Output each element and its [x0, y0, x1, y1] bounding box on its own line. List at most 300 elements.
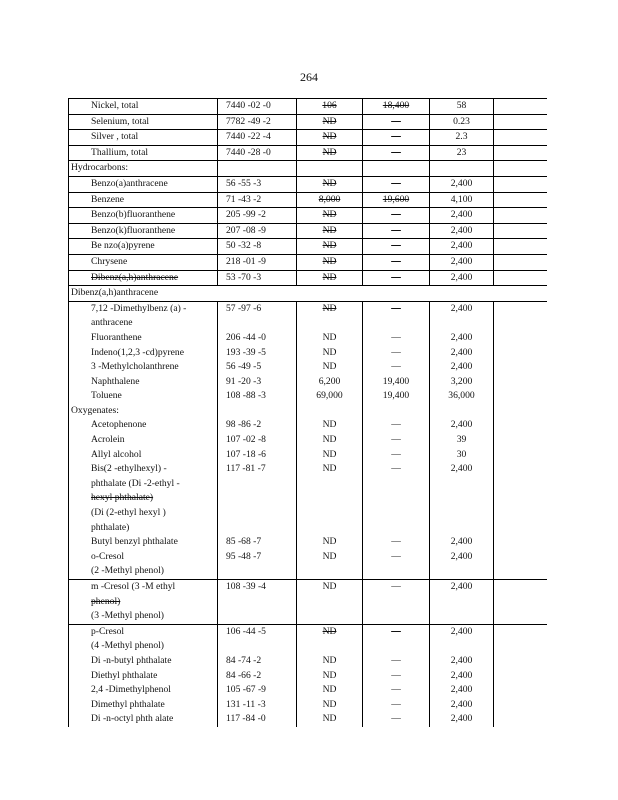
empty-cell: [494, 683, 547, 698]
section-heading: Hydrocarbons:: [69, 161, 218, 177]
value-col-3-text: ND: [322, 177, 337, 189]
empty-cell: [430, 404, 494, 419]
value-col-5: 2,400: [430, 208, 494, 224]
value-col-4-text: 19,400: [382, 375, 410, 387]
empty-cell: [494, 624, 547, 654]
empty-cell: [494, 448, 547, 463]
value-col-3-text: ND: [322, 115, 337, 127]
compound-name-line: p-Cresol: [91, 625, 125, 637]
value-col-5: 2,400: [430, 624, 494, 654]
value-col-4-text: —: [391, 271, 401, 283]
empty-cell: [494, 654, 547, 669]
empty-cell: [494, 223, 547, 239]
compound-name: [69, 99, 218, 115]
empty-cell: [494, 346, 547, 361]
compound-name-text: Selenium, total: [91, 115, 150, 127]
value-col-4: [363, 389, 430, 404]
table-row: [69, 433, 547, 448]
compound-name-text: Thallium, total: [91, 146, 149, 158]
empty-cell: [494, 418, 547, 433]
value-col-5: 2,400: [430, 254, 494, 270]
compound-name: [69, 433, 218, 448]
value-col-5: 2,400: [430, 360, 494, 375]
value-col-5: 58: [430, 99, 494, 115]
value-col-3-text: ND: [322, 209, 337, 221]
compound-name: [69, 270, 218, 286]
compound-name: [69, 448, 218, 463]
compound-name-line: m -Cresol (3 -M ethyl: [91, 581, 176, 592]
table-row: [69, 130, 547, 146]
compound-name: [69, 208, 218, 224]
empty-cell: [494, 208, 547, 224]
table-row: [69, 176, 547, 192]
value-col-5: 2,400: [430, 654, 494, 669]
value-col-3: [297, 418, 363, 433]
value-col-3: [297, 176, 363, 192]
empty-cell: [494, 433, 547, 448]
value-col-4: [363, 375, 430, 390]
compound-name: [69, 130, 218, 146]
value-col-3: [297, 375, 363, 390]
value-col-4-text: —: [391, 255, 401, 267]
value-col-4: [363, 270, 430, 286]
value-col-5: 4,100: [430, 192, 494, 208]
compound-name: [69, 114, 218, 130]
value-col-5: 2,400: [430, 239, 494, 255]
value-col-4: [363, 683, 430, 698]
cas-number: 50 -32 -8: [218, 239, 297, 255]
value-col-3: [297, 360, 363, 375]
value-col-5: 2,400: [430, 698, 494, 713]
compound-name-text: Benzo(a)anthracene: [91, 177, 168, 189]
value-col-3-text: ND: [322, 654, 337, 666]
table-row: [69, 375, 547, 390]
cas-number: 56 -49 -5: [218, 360, 297, 375]
value-col-3-text: 6,200: [318, 375, 341, 387]
compound-name-text: Benzene: [91, 193, 125, 205]
compound-name-text: Benzo(b)fluoranthene: [91, 209, 176, 221]
table-row: [69, 535, 547, 550]
value-col-4: [363, 208, 430, 224]
empty-cell: [297, 404, 363, 419]
value-col-3-text: ND: [322, 224, 337, 236]
compound-name-text: Chrysene: [91, 255, 128, 267]
empty-cell: [363, 404, 430, 419]
table-row: [69, 145, 547, 161]
compound-name-text: Acrolein: [91, 434, 125, 446]
cas-number: 205 -99 -2: [218, 208, 297, 224]
value-col-5: 2,400: [430, 223, 494, 239]
value-col-5: 2,400: [430, 346, 494, 361]
compound-name-line: Bis(2 -ethylhexyl) -: [91, 463, 167, 475]
compound-name-text: Diethyl phthalate: [91, 669, 158, 681]
compound-name: [69, 580, 218, 625]
table-row: [69, 331, 547, 346]
cas-number: 193 -39 -5: [218, 346, 297, 361]
compound-name-text: Allyl alcohol: [91, 448, 142, 460]
empty-cell: [494, 389, 547, 404]
value-col-4-text: —: [391, 698, 401, 710]
compound-name: [69, 145, 218, 161]
empty-cell: [494, 130, 547, 146]
value-col-3-text: ND: [322, 419, 337, 431]
value-col-3-text: ND: [322, 255, 337, 267]
table-row: [69, 462, 547, 535]
compound-name: [69, 254, 218, 270]
value-col-3-text: 106: [322, 100, 337, 111]
empty-cell: [494, 462, 547, 535]
value-col-4-text: —: [391, 302, 401, 314]
value-col-3: [297, 624, 363, 654]
value-col-5: 2,400: [430, 580, 494, 625]
value-col-4-text: 18,400: [382, 100, 410, 111]
table-row: [69, 301, 547, 331]
table-row: [69, 114, 547, 130]
value-col-4-text: —: [391, 713, 401, 725]
value-col-3-text: ND: [322, 581, 337, 592]
value-col-4-text: —: [391, 331, 401, 343]
compound-name: [69, 301, 218, 331]
empty-cell: [494, 239, 547, 255]
cas-number: 107 -02 -8: [218, 433, 297, 448]
value-col-4-text: —: [391, 654, 401, 666]
table-row: [69, 550, 547, 580]
value-col-4: [363, 712, 430, 727]
table-row: [69, 418, 547, 433]
empty-cell: [494, 176, 547, 192]
compound-name: [69, 223, 218, 239]
value-col-3: [297, 114, 363, 130]
value-col-4-text: —: [391, 115, 401, 127]
value-col-4: [363, 433, 430, 448]
compound-name: [69, 375, 218, 390]
empty-cell: [494, 301, 547, 331]
value-col-5: 2,400: [430, 550, 494, 580]
value-col-3: [297, 346, 363, 361]
compound-name-text: 2,4 -Dimethylphenol: [91, 684, 171, 696]
value-col-4-text: —: [391, 463, 401, 475]
compound-name: [69, 239, 218, 255]
value-col-4: [363, 239, 430, 255]
value-col-4: [363, 130, 430, 146]
value-col-3: [297, 270, 363, 286]
value-col-3-text: ND: [322, 698, 337, 710]
compound-name-text: Naphthalene: [91, 375, 140, 387]
compound-name: [69, 712, 218, 727]
value-col-5: 2,400: [430, 418, 494, 433]
value-col-5: 2,400: [430, 712, 494, 727]
value-col-3: [297, 448, 363, 463]
table-row: [69, 580, 547, 625]
compound-name: [69, 535, 218, 550]
table-row: [69, 346, 547, 361]
cas-number: 91 -20 -3: [218, 375, 297, 390]
value-col-3: [297, 550, 363, 580]
value-col-4-text: —: [391, 419, 401, 431]
empty-cell: [494, 535, 547, 550]
value-col-3-text: ND: [322, 625, 337, 637]
value-col-4-text: —: [391, 550, 401, 562]
table-row: [69, 239, 547, 255]
value-col-4-text: —: [391, 361, 401, 373]
empty-cell: [494, 192, 547, 208]
value-col-3: [297, 669, 363, 684]
compound-name-line: (2 -Methyl phenol): [91, 565, 165, 577]
value-col-3-text: 8,000: [318, 193, 341, 205]
empty-cell: [494, 712, 547, 727]
value-col-3-text: ND: [322, 713, 337, 725]
cas-number: 218 -01 -9: [218, 254, 297, 270]
compound-name: [69, 550, 218, 580]
value-col-5: 0.23: [430, 114, 494, 130]
value-col-5: 2,400: [430, 176, 494, 192]
compound-name-line: anthracene: [91, 317, 133, 329]
section-heading: Oxygenates:: [69, 404, 218, 419]
cas-number: 105 -67 -9: [218, 683, 297, 698]
value-col-3-text: ND: [322, 240, 337, 252]
cas-number: 206 -44 -0: [218, 331, 297, 346]
value-col-4-text: —: [391, 177, 401, 189]
table-row: [69, 360, 547, 375]
value-col-3-text: ND: [322, 131, 337, 143]
value-col-4-text: —: [391, 209, 401, 221]
value-col-3-text: ND: [322, 669, 337, 681]
value-col-5: 39: [430, 433, 494, 448]
section-row: [69, 161, 547, 177]
value-col-4: [363, 418, 430, 433]
struck-name-line: phenol): [91, 595, 121, 607]
compound-name-text: 3 -Methylcholanthrene: [91, 361, 179, 373]
table-row: [69, 712, 547, 727]
cas-number: 7782 -49 -2: [218, 114, 297, 130]
compound-name: [69, 418, 218, 433]
value-col-3: [297, 698, 363, 713]
table-row: [69, 270, 547, 286]
table-row-continuation: [69, 286, 547, 302]
value-col-3-text: ND: [322, 331, 337, 343]
value-col-3-text: ND: [322, 346, 337, 358]
compound-name-line: (Di (2-ethyl hexyl ): [91, 507, 166, 519]
compound-name-line: o-Cresol: [91, 550, 125, 562]
value-col-5: 2,400: [430, 331, 494, 346]
value-col-4: [363, 301, 430, 331]
empty-cell: [494, 254, 547, 270]
value-col-4-text: —: [391, 669, 401, 681]
compound-name-text: Acetophenone: [91, 419, 147, 431]
empty-cell: [494, 114, 547, 130]
compound-name-line: Dibenz(a,h)anthracene: [91, 271, 179, 283]
value-col-4: [363, 99, 430, 115]
compound-name: [69, 698, 218, 713]
value-col-3: [297, 254, 363, 270]
value-col-5: 3,200: [430, 375, 494, 390]
value-col-3: [297, 654, 363, 669]
value-col-4: [363, 331, 430, 346]
value-col-4-text: —: [391, 240, 401, 252]
value-col-4-text: 19,400: [382, 390, 410, 402]
compound-name: [69, 176, 218, 192]
value-col-3: [297, 433, 363, 448]
value-col-4-text: —: [391, 346, 401, 358]
cas-number: 84 -74 -2: [218, 654, 297, 669]
value-col-4: [363, 223, 430, 239]
value-col-3-text: ND: [322, 146, 337, 158]
compound-name-continuation: Dibenz(a,h)anthracene: [69, 286, 547, 302]
table-row: [69, 192, 547, 208]
cas-number: 85 -68 -7: [218, 535, 297, 550]
value-col-4-text: —: [391, 448, 401, 460]
cas-number: 57 -97 -6: [218, 301, 297, 331]
compound-name-line: phthalate): [91, 521, 130, 533]
table-row: [69, 448, 547, 463]
value-col-3-text: ND: [322, 361, 337, 373]
compound-name-text: Di -n-butyl phthalate: [91, 654, 172, 666]
value-col-3: [297, 192, 363, 208]
value-col-4-text: 19,600: [382, 193, 410, 205]
compound-name: [69, 462, 218, 535]
cas-number: 95 -48 -7: [218, 550, 297, 580]
value-col-3: [297, 301, 363, 331]
compound-name-text: Be nzo(a)pyrene: [91, 240, 155, 252]
value-col-5: 2,400: [430, 301, 494, 331]
table-row: [69, 669, 547, 684]
compound-name-text: Fluoranthene: [91, 331, 142, 343]
cas-number: 131 -11 -3: [218, 698, 297, 713]
value-col-4: [363, 654, 430, 669]
value-col-4-text: —: [391, 684, 401, 696]
compound-name-text: Butyl benzyl phthalate: [91, 536, 178, 548]
value-col-3: [297, 712, 363, 727]
value-col-3: [297, 130, 363, 146]
value-col-4-text: —: [391, 131, 401, 143]
compound-name-text: Indeno(1,2,3 -cd)pyrene: [91, 346, 184, 358]
value-col-3: [297, 208, 363, 224]
value-col-5: 2,400: [430, 669, 494, 684]
compound-name: [69, 683, 218, 698]
cas-number: 106 -44 -5: [218, 624, 297, 654]
value-col-3: [297, 239, 363, 255]
cas-number: 7440 -28 -0: [218, 145, 297, 161]
empty-cell: [494, 161, 547, 177]
value-col-3-text: ND: [322, 550, 337, 562]
cas-number: 98 -86 -2: [218, 418, 297, 433]
value-col-4-text: —: [391, 536, 401, 548]
value-col-3: [297, 462, 363, 535]
empty-cell: [218, 161, 297, 177]
value-col-5: 23: [430, 145, 494, 161]
cas-number: 108 -88 -3: [218, 389, 297, 404]
value-col-4: [363, 669, 430, 684]
value-col-3: [297, 535, 363, 550]
value-col-4-text: —: [391, 224, 401, 236]
value-col-3: [297, 683, 363, 698]
value-col-4: [363, 550, 430, 580]
empty-cell: [430, 161, 494, 177]
value-col-5: 2,400: [430, 462, 494, 535]
value-col-3-text: ND: [322, 302, 337, 314]
value-col-4-text: —: [391, 581, 401, 592]
empty-cell: [494, 360, 547, 375]
empty-cell: [494, 580, 547, 625]
cas-number: 108 -39 -4: [218, 580, 297, 625]
page-number: 264: [300, 70, 318, 84]
value-col-4: [363, 145, 430, 161]
compound-name: [69, 669, 218, 684]
compound-name-line: phthalate (Di -2-ethyl -: [91, 477, 180, 489]
compound-name-line: (4 -Methyl phenol): [91, 640, 165, 652]
value-col-3-text: ND: [322, 463, 337, 475]
compound-name: [69, 624, 218, 654]
compound-name: [69, 360, 218, 375]
empty-cell: [494, 99, 547, 115]
value-col-3-text: ND: [322, 448, 337, 460]
compound-name: [69, 389, 218, 404]
empty-cell: [218, 404, 297, 419]
cas-number: 207 -08 -9: [218, 223, 297, 239]
value-col-4-text: —: [391, 146, 401, 158]
struck-name-line: hexyl phthalate): [91, 492, 154, 504]
value-col-3-text: ND: [322, 434, 337, 446]
cas-number: 53 -70 -3: [218, 270, 297, 286]
section-row: [69, 404, 547, 419]
compound-name-text: Benzo(k)fluoranthene: [91, 224, 176, 236]
empty-cell: [494, 270, 547, 286]
table-row: [69, 208, 547, 224]
table-row: [69, 389, 547, 404]
value-col-5: 30: [430, 448, 494, 463]
empty-cell: [494, 550, 547, 580]
value-col-5: 2.3: [430, 130, 494, 146]
value-col-4-text: —: [391, 625, 401, 637]
empty-cell: [494, 669, 547, 684]
value-col-3: [297, 223, 363, 239]
value-col-3-text: ND: [322, 536, 337, 548]
value-col-3: [297, 331, 363, 346]
compound-name-text: Dimethyl phthalate: [91, 698, 165, 710]
compound-name: [69, 192, 218, 208]
table-row: [69, 683, 547, 698]
value-col-3: [297, 389, 363, 404]
compound-name: [69, 654, 218, 669]
value-col-4: [363, 176, 430, 192]
value-col-5: 2,400: [430, 270, 494, 286]
value-col-5: 36,000: [430, 389, 494, 404]
empty-cell: [297, 161, 363, 177]
compound-name-line: (3 -Methyl phenol): [91, 610, 165, 622]
value-col-3: [297, 99, 363, 115]
empty-cell: [494, 331, 547, 346]
cas-number: 71 -43 -2: [218, 192, 297, 208]
compound-name-line: 7,12 -Dimethylbenz (a) -: [91, 302, 187, 314]
value-col-4: [363, 114, 430, 130]
cas-number: 84 -66 -2: [218, 669, 297, 684]
value-col-4: [363, 580, 430, 625]
compound-name-text: Silver , total: [91, 131, 139, 143]
table-row: [69, 254, 547, 270]
cas-number: 56 -55 -3: [218, 176, 297, 192]
table-row: [69, 99, 547, 115]
value-col-3-text: ND: [322, 271, 337, 283]
compound-name: [69, 346, 218, 361]
value-col-5: 2,400: [430, 683, 494, 698]
compound-name: [69, 331, 218, 346]
empty-cell: [494, 698, 547, 713]
empty-cell: [494, 404, 547, 419]
regulatory-limits-table: [68, 98, 547, 727]
value-col-4: [363, 360, 430, 375]
value-col-4: [363, 624, 430, 654]
cas-number: 7440 -02 -0: [218, 99, 297, 115]
